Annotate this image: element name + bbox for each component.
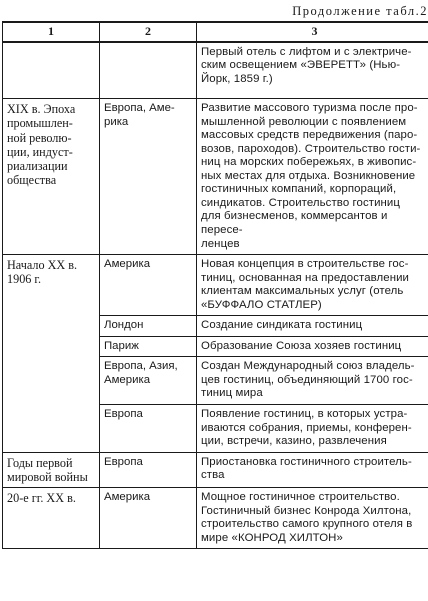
description-cell: Мощное гостиничное строительство. Гостиничный бизнес Конрода Хилтона, строительство самого крупного отеля в мире «КОНРОД ХИЛТОН» [197, 488, 428, 549]
history-table-container [2, 21, 428, 549]
table-row [3, 488, 428, 549]
description-cell: Образование Союза хозяев гостиниц [197, 336, 428, 357]
table-header-row [3, 22, 428, 42]
description-cell: Первый отель с лифтом и с электриче- ским освещением «ЭВЕРЕТТ» (Нью- Йорк, 1859 г.) [197, 42, 428, 99]
period-cell: 20-е гг. XX в. [3, 488, 100, 549]
region-cell [100, 42, 197, 99]
table-row [3, 99, 428, 255]
column-header-period: 1 [3, 22, 100, 42]
region-cell: Париж [100, 336, 197, 357]
period-cell: Годы первой мировой войны [3, 452, 100, 487]
history-table [2, 21, 428, 549]
period-cell [3, 42, 100, 99]
region-cell: Европа [100, 405, 197, 453]
region-cell: Америка [100, 488, 197, 549]
region-cell: Европа, Азия, Америка [100, 357, 197, 405]
description-cell: Создан Международный союз владель- цев гостиниц, объединяющий 1700 гос- тиниц мира [197, 357, 428, 405]
description-cell: Развитие массового туризма после про- мышленной революции с появлением массовых средств передвижения (паро- возов, пароходов). Строительство гости- ниц на морских побережьях, в живопис- ных местах для отдыха. Возникновение гостиничных компаний, корпораций, синдикатов. Строительство гостиниц для бизнесменов, коммерсантов и пересе- ленцев [197, 99, 428, 255]
table-row [3, 255, 428, 316]
column-header-region: 2 [100, 22, 197, 42]
table-row [3, 452, 428, 487]
column-header-description: 3 [197, 22, 428, 42]
table-row [3, 42, 428, 99]
running-head: Продолжение табл.2 [292, 4, 428, 18]
period-cell: Начало XX в. 1906 г. [3, 255, 100, 453]
description-cell: Появление гостиниц, в которых устра- иваются собрания, приемы, конферен- ции, встречи, казино, развлечения [197, 405, 428, 453]
region-cell: Европа, Аме- рика [100, 99, 197, 255]
description-cell: Приостановка гостиничного строитель- ства [197, 452, 428, 487]
description-cell: Новая концепция в строительстве гос- тиниц, основанная на предоставлении клиентам максимальных услуг (отель «БУФФАЛО СТАТЛЕР) [197, 255, 428, 316]
description-cell: Создание синдиката гостиниц [197, 316, 428, 337]
period-cell: XIX в. Эпоха промышлен- ной револю- ции, индуст- риализации общества [3, 99, 100, 255]
region-cell: Лондон [100, 316, 197, 337]
region-cell: Америка [100, 255, 197, 316]
region-cell: Европа [100, 452, 197, 487]
